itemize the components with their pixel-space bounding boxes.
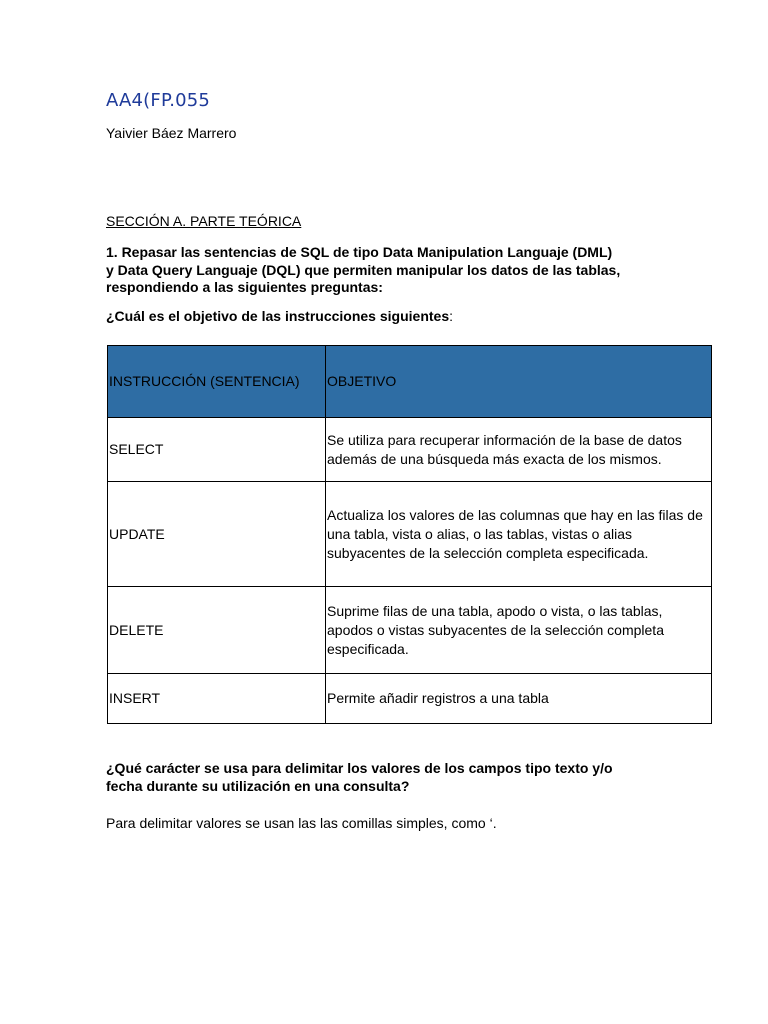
question-2 [106, 760, 706, 795]
question-1-line: respondiendo a las siguientes preguntas: [106, 279, 383, 295]
header-instruction: INSTRUCCIÓN (SENTENCIA) [108, 346, 326, 418]
answer-2: Para delimitar valores se usan las las comillas simples, como ‘. [106, 815, 497, 831]
objective-prompt [106, 308, 453, 324]
author-name: Yaivier Báez Marrero [106, 125, 237, 141]
question-2-line: ¿Qué carácter se usa para delimitar los valores de los campos tipo texto y/o [106, 760, 613, 776]
objective-prompt-bold: ¿Cuál es el objetivo de las instrucciones siguientes [106, 308, 450, 324]
table-row [108, 418, 712, 482]
objective-cell: Permite añadir registros a una tabla [326, 674, 712, 724]
section-heading: SECCIÓN A. PARTE TEÓRICA [106, 213, 302, 229]
document-title: AA4(FP.055 [106, 90, 211, 111]
instruction-cell: SELECT [108, 418, 326, 482]
question-1-line: 1. Repasar las sentencias de SQL de tipo Data Manipulation Languaje (DML) [106, 244, 613, 260]
objective-cell: Se utiliza para recuperar información de la base de datos además de una búsqueda más exacta de los mismos. [326, 418, 712, 482]
question-2-line: fecha durante su utilización en una consulta? [106, 777, 410, 794]
instruction-cell: INSERT [108, 674, 326, 724]
objective-cell: Suprime filas de una tabla, apodo o vista, o las tablas, apodos o vistas subyacentes de la selección completa especificada. [326, 587, 712, 674]
question-1 [106, 244, 706, 297]
table-header-row [108, 346, 712, 418]
objective-cell: Actualiza los valores de las columnas que hay en las filas de una tabla, vista o alias, o las tablas, vistas o alias subyacentes de la selección completa especificada. [326, 482, 712, 587]
header-objective: OBJETIVO [326, 346, 712, 418]
table-row [108, 674, 712, 724]
table-row [108, 482, 712, 587]
table-row [108, 587, 712, 674]
instruction-cell: UPDATE [108, 482, 326, 587]
objective-prompt-tail: : [449, 308, 453, 324]
sql-instructions-table [107, 345, 712, 724]
instruction-cell: DELETE [108, 587, 326, 674]
question-1-line: y Data Query Languaje (DQL) que permiten manipular los datos de las tablas, [106, 261, 621, 278]
